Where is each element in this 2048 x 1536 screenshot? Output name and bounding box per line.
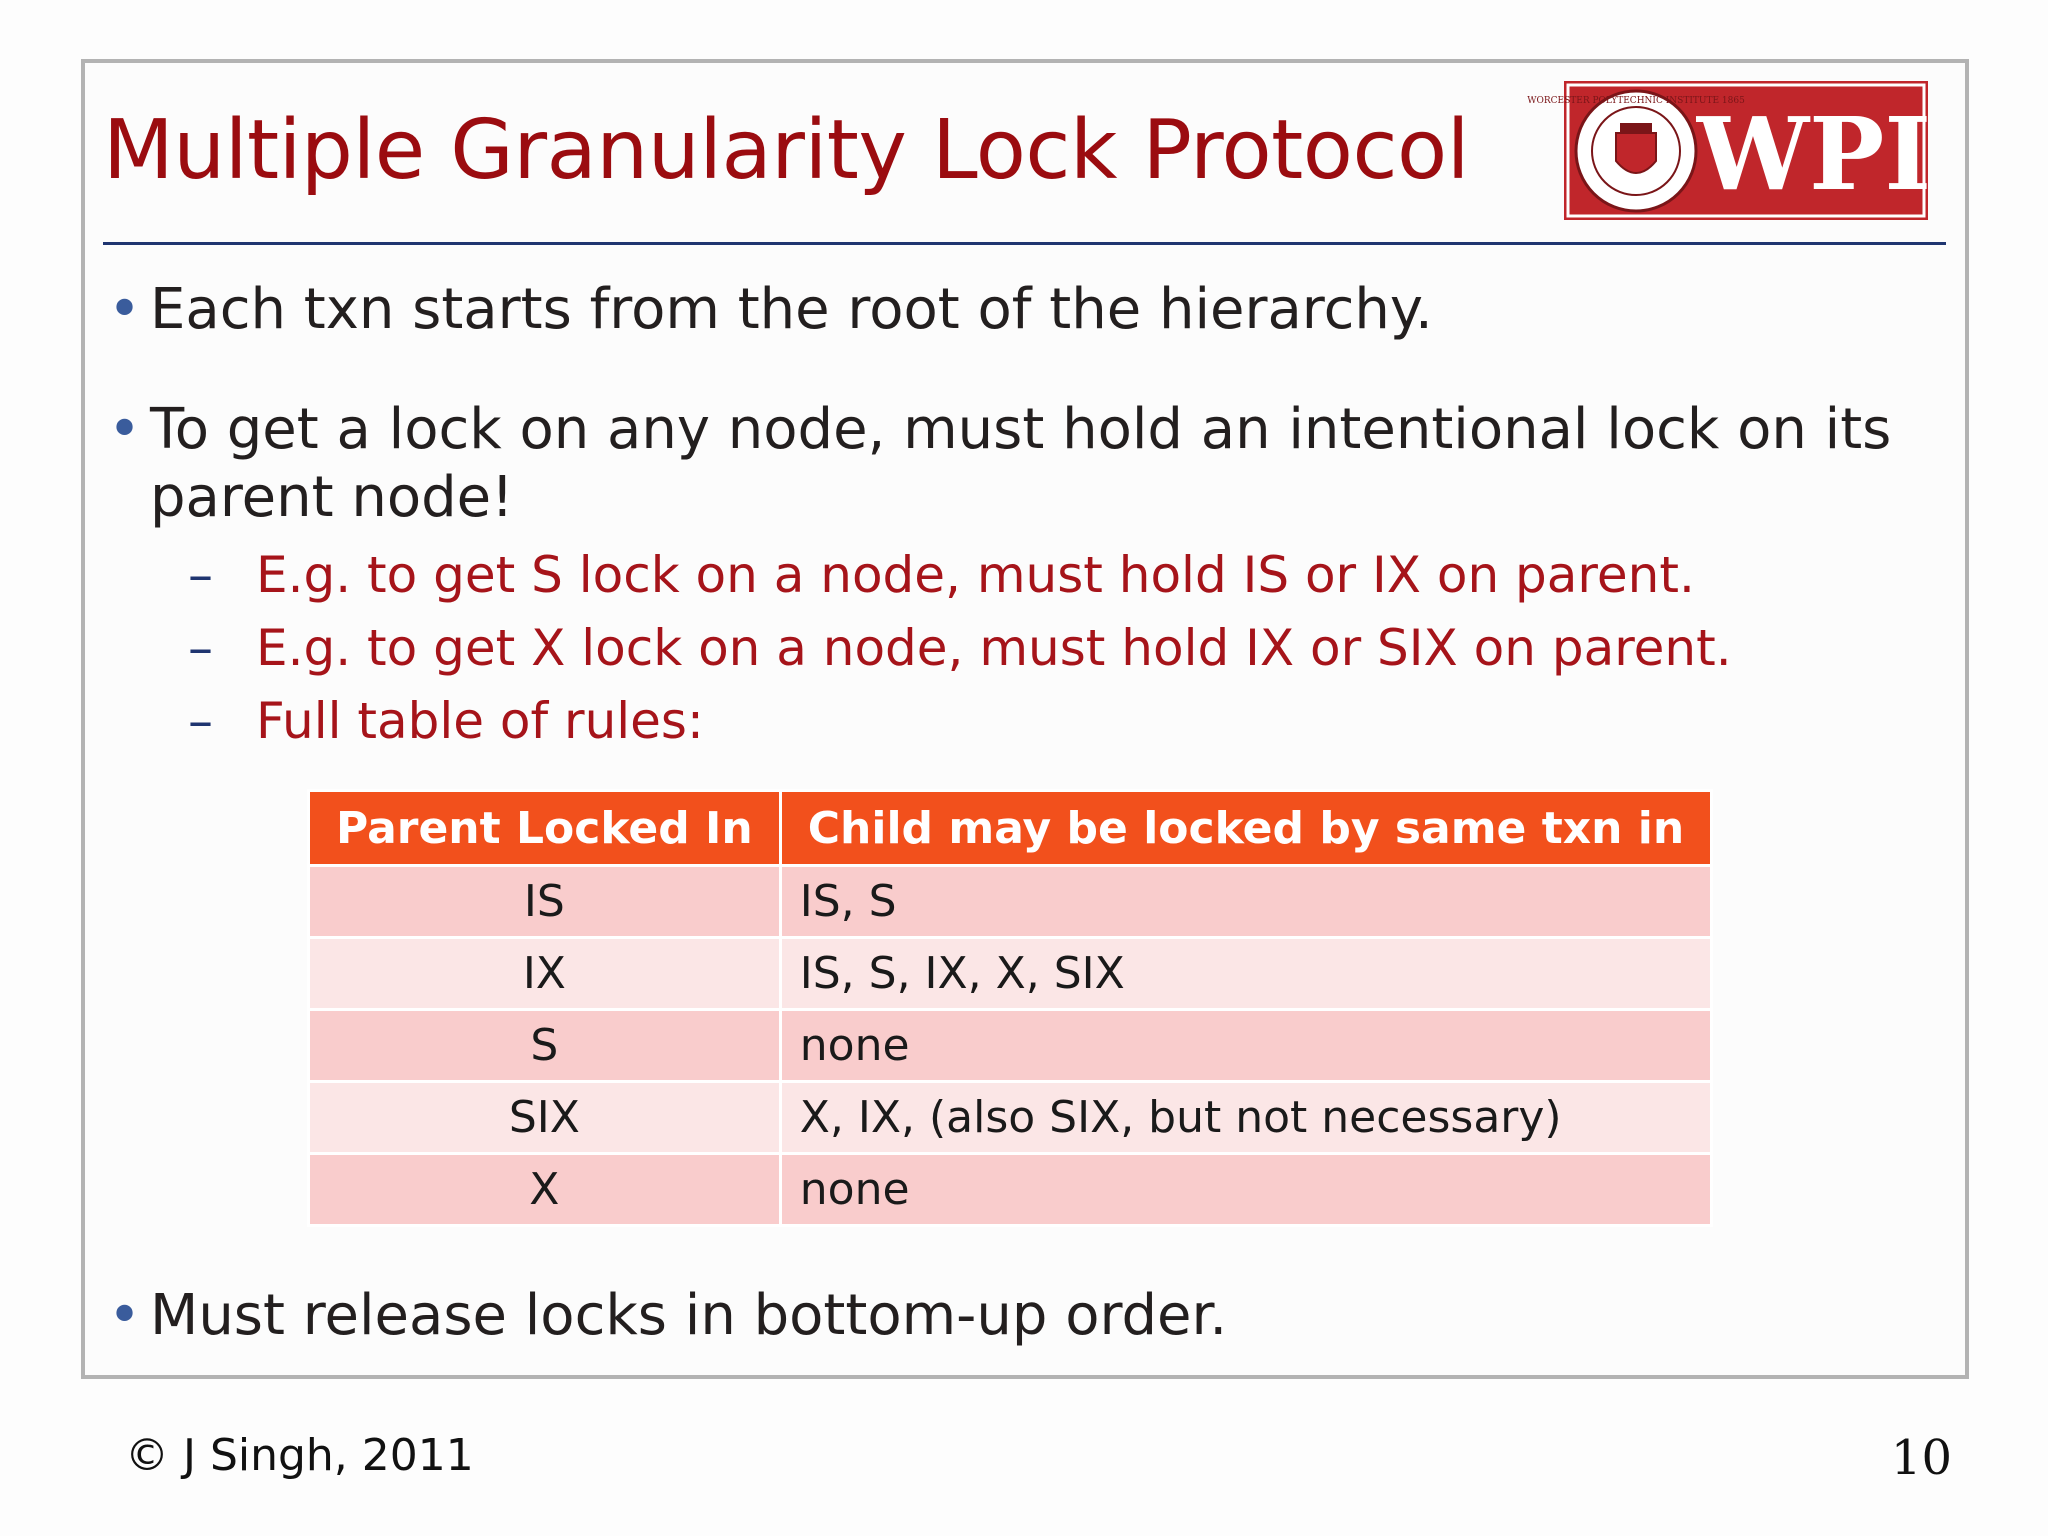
table-row bbox=[309, 1010, 1712, 1082]
dash-icon: – bbox=[188, 546, 213, 604]
parent-lock-cell: S bbox=[309, 1010, 781, 1082]
subbullet-text: E.g. to get S lock on a node, must hold IS or IX on parent. bbox=[256, 546, 1695, 604]
wpi-logo bbox=[1527, 81, 1932, 220]
table-header-row bbox=[309, 791, 1712, 866]
child-lock-cell: IS, S, IX, X, SIX bbox=[780, 938, 1711, 1010]
lock-rules-table bbox=[307, 789, 1713, 1227]
bullet-dot-icon: • bbox=[108, 397, 142, 462]
slide-title: Multiple Granularity Lock Protocol bbox=[103, 103, 1469, 198]
dash-icon: – bbox=[188, 619, 213, 677]
logo-wordmark: WPI bbox=[1696, 95, 1932, 213]
table-row bbox=[309, 938, 1712, 1010]
table-row bbox=[309, 1082, 1712, 1154]
page-number: 10 bbox=[1890, 1430, 1952, 1486]
child-lock-cell: none bbox=[780, 1154, 1711, 1226]
bullet-text: Must release locks in bottom-up order. bbox=[150, 1283, 1228, 1348]
bullet-text: To get a lock on any node, must hold an intentional lock on its parent node! bbox=[150, 397, 1892, 530]
table-row bbox=[309, 1154, 1712, 1226]
parent-lock-cell: IS bbox=[309, 866, 781, 938]
logo-seal-text: WORCESTER POLYTECHNIC INSTITUTE 1865 bbox=[1527, 96, 1745, 106]
bullet-dot-icon: • bbox=[108, 1283, 142, 1348]
child-lock-cell: X, IX, (also SIX, but not necessary) bbox=[780, 1082, 1711, 1154]
parent-lock-cell: SIX bbox=[309, 1082, 781, 1154]
bullet-dot-icon: • bbox=[108, 277, 142, 342]
subbullet-text: Full table of rules: bbox=[256, 692, 704, 750]
header-child-may-be-locked: Child may be locked by same txn in bbox=[780, 791, 1711, 866]
header-parent-locked-in: Parent Locked In bbox=[309, 791, 781, 866]
title-divider bbox=[103, 242, 1946, 245]
child-lock-cell: none bbox=[780, 1010, 1711, 1082]
subbullet-text: E.g. to get X lock on a node, must hold IX or SIX on parent. bbox=[256, 619, 1732, 677]
copyright: © J Singh, 2011 bbox=[125, 1430, 474, 1481]
child-lock-cell: IS, S bbox=[780, 866, 1711, 938]
dash-icon: – bbox=[188, 692, 213, 750]
bullet-text: Each txn starts from the root of the hierarchy. bbox=[150, 277, 1433, 342]
parent-lock-cell: IX bbox=[309, 938, 781, 1010]
parent-lock-cell: X bbox=[309, 1154, 781, 1226]
table-row bbox=[309, 866, 1712, 938]
